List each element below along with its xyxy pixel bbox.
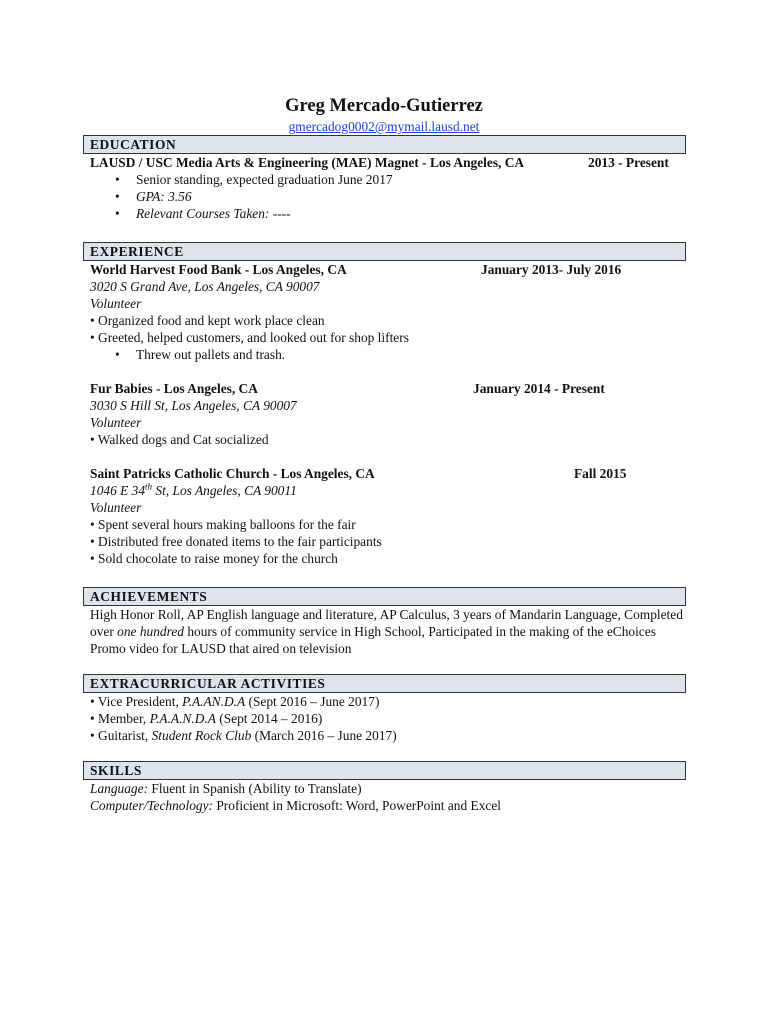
activity-item — [83, 727, 686, 744]
skill-label: Language: — [90, 781, 149, 796]
activity-dates: (March 2016 – June 2017) — [251, 728, 397, 743]
job-title-row — [83, 465, 686, 482]
bullet-icon: • — [115, 189, 120, 204]
job-title-row — [83, 261, 686, 278]
job-sub-bullet — [83, 346, 686, 363]
education-bullet-text: GPA: 3.56 — [136, 189, 192, 204]
job-item: • Greeted, helped customers, and looked out for shop lifters — [90, 330, 409, 345]
job-item: • Distributed free donated items to the fair participants — [90, 534, 382, 549]
achievements-text-part: hours of community service in High School, Participated in the making of the eChoices Promo video for LAUSD that aired on television — [90, 624, 656, 656]
job-org: World Harvest Food Bank - Los Angeles, CA — [90, 262, 347, 277]
extracurricular-heading: EXTRACURRICULAR ACTIVITIES — [83, 674, 686, 693]
experience-heading: EXPERIENCE — [83, 242, 686, 261]
job-address — [83, 482, 686, 499]
candidate-name: Greg Mercado-Gutierrez — [285, 96, 483, 116]
activity-role: • Guitarist, — [90, 728, 152, 743]
education-dates: 2013 - Present — [588, 155, 669, 170]
activity-dates: (Sept 2016 – June 2017) — [245, 694, 380, 709]
job-address: 3030 S Hill St, Los Angeles, CA 90007 — [90, 398, 297, 413]
bullet-icon: • — [115, 347, 120, 362]
job-item: • Walked dogs and Cat socialized — [90, 432, 269, 447]
education-bullet-text: Senior standing, expected graduation June 2017 — [136, 172, 393, 187]
job-address-part: St, Los Angeles, CA 90011 — [152, 483, 297, 498]
activity-role: • Member, — [90, 711, 150, 726]
bullet-icon: • — [115, 172, 120, 187]
education-bullet — [83, 188, 686, 205]
skills-heading: SKILLS — [83, 761, 686, 780]
job-item: • Sold chocolate to raise money for the church — [90, 551, 338, 566]
job-item: • Spent several hours making balloons for the fair — [90, 517, 356, 532]
skill-technology — [83, 797, 686, 814]
job-role: Volunteer — [90, 500, 142, 515]
job-title-row — [83, 380, 686, 397]
achievements-text-emphasis: one hundred — [117, 624, 184, 639]
achievements-text-part: High Honor Roll, AP English language and literature, AP Calculus, 3 years of Mandarin Language, Completed over — [90, 607, 683, 639]
education-school: LAUSD / USC Media Arts & Engineering (MAE) Magnet - Los Angeles, CA — [90, 155, 525, 170]
education-heading: EDUCATION — [83, 135, 686, 154]
job-org: Saint Patricks Catholic Church - Los Angeles, CA — [90, 466, 375, 481]
job-dates: January 2014 - Present — [473, 381, 605, 396]
activity-role: • Vice President, — [90, 694, 183, 709]
job-address-part: 1046 E 34 — [90, 483, 146, 498]
achievements-text — [83, 606, 686, 657]
skill-language — [83, 780, 686, 797]
job-role: Volunteer — [90, 415, 142, 430]
email-link[interactable]: gmercadog0002@mymail.lausd.net — [288, 119, 480, 134]
education-bullet-text: Relevant Courses Taken: ---- — [136, 206, 291, 221]
job-dates: Fall 2015 — [574, 466, 627, 481]
job-address: 3020 S Grand Ave, Los Angeles, CA 90007 — [90, 279, 320, 294]
bullet-icon: • — [115, 206, 120, 221]
activity-org: Student Rock Club — [151, 728, 252, 743]
skills-section — [83, 761, 686, 814]
job-address-sup: th — [145, 481, 153, 492]
skill-value: Fluent in Spanish (Ability to Translate) — [148, 781, 362, 796]
activity-org: P.A.A.N.D.A — [149, 711, 216, 726]
education-section — [83, 135, 686, 222]
achievements-heading: ACHIEVEMENTS — [83, 587, 686, 606]
activity-dates: (Sept 2014 – 2016) — [215, 711, 323, 726]
job-dates: January 2013- July 2016 — [481, 262, 622, 277]
job-org: Fur Babies - Los Angeles, CA — [90, 381, 258, 396]
job-sub-bullet-text: Threw out pallets and trash. — [136, 347, 286, 362]
experience-section — [83, 242, 686, 567]
job-role: Volunteer — [90, 296, 142, 311]
activity-org: P.A.AN.D.A — [182, 694, 246, 709]
skill-value: Proficient in Microsoft: Word, PowerPoint and Excel — [213, 798, 502, 813]
education-bullet — [83, 205, 686, 222]
education-school-row — [83, 154, 686, 171]
job-item: • Organized food and kept work place clean — [90, 313, 325, 328]
skill-label: Computer/Technology: — [90, 798, 213, 813]
activity-item — [83, 693, 686, 710]
activity-item — [83, 710, 686, 727]
extracurricular-section — [83, 674, 686, 744]
education-bullet — [83, 171, 686, 188]
achievements-section — [83, 587, 686, 657]
